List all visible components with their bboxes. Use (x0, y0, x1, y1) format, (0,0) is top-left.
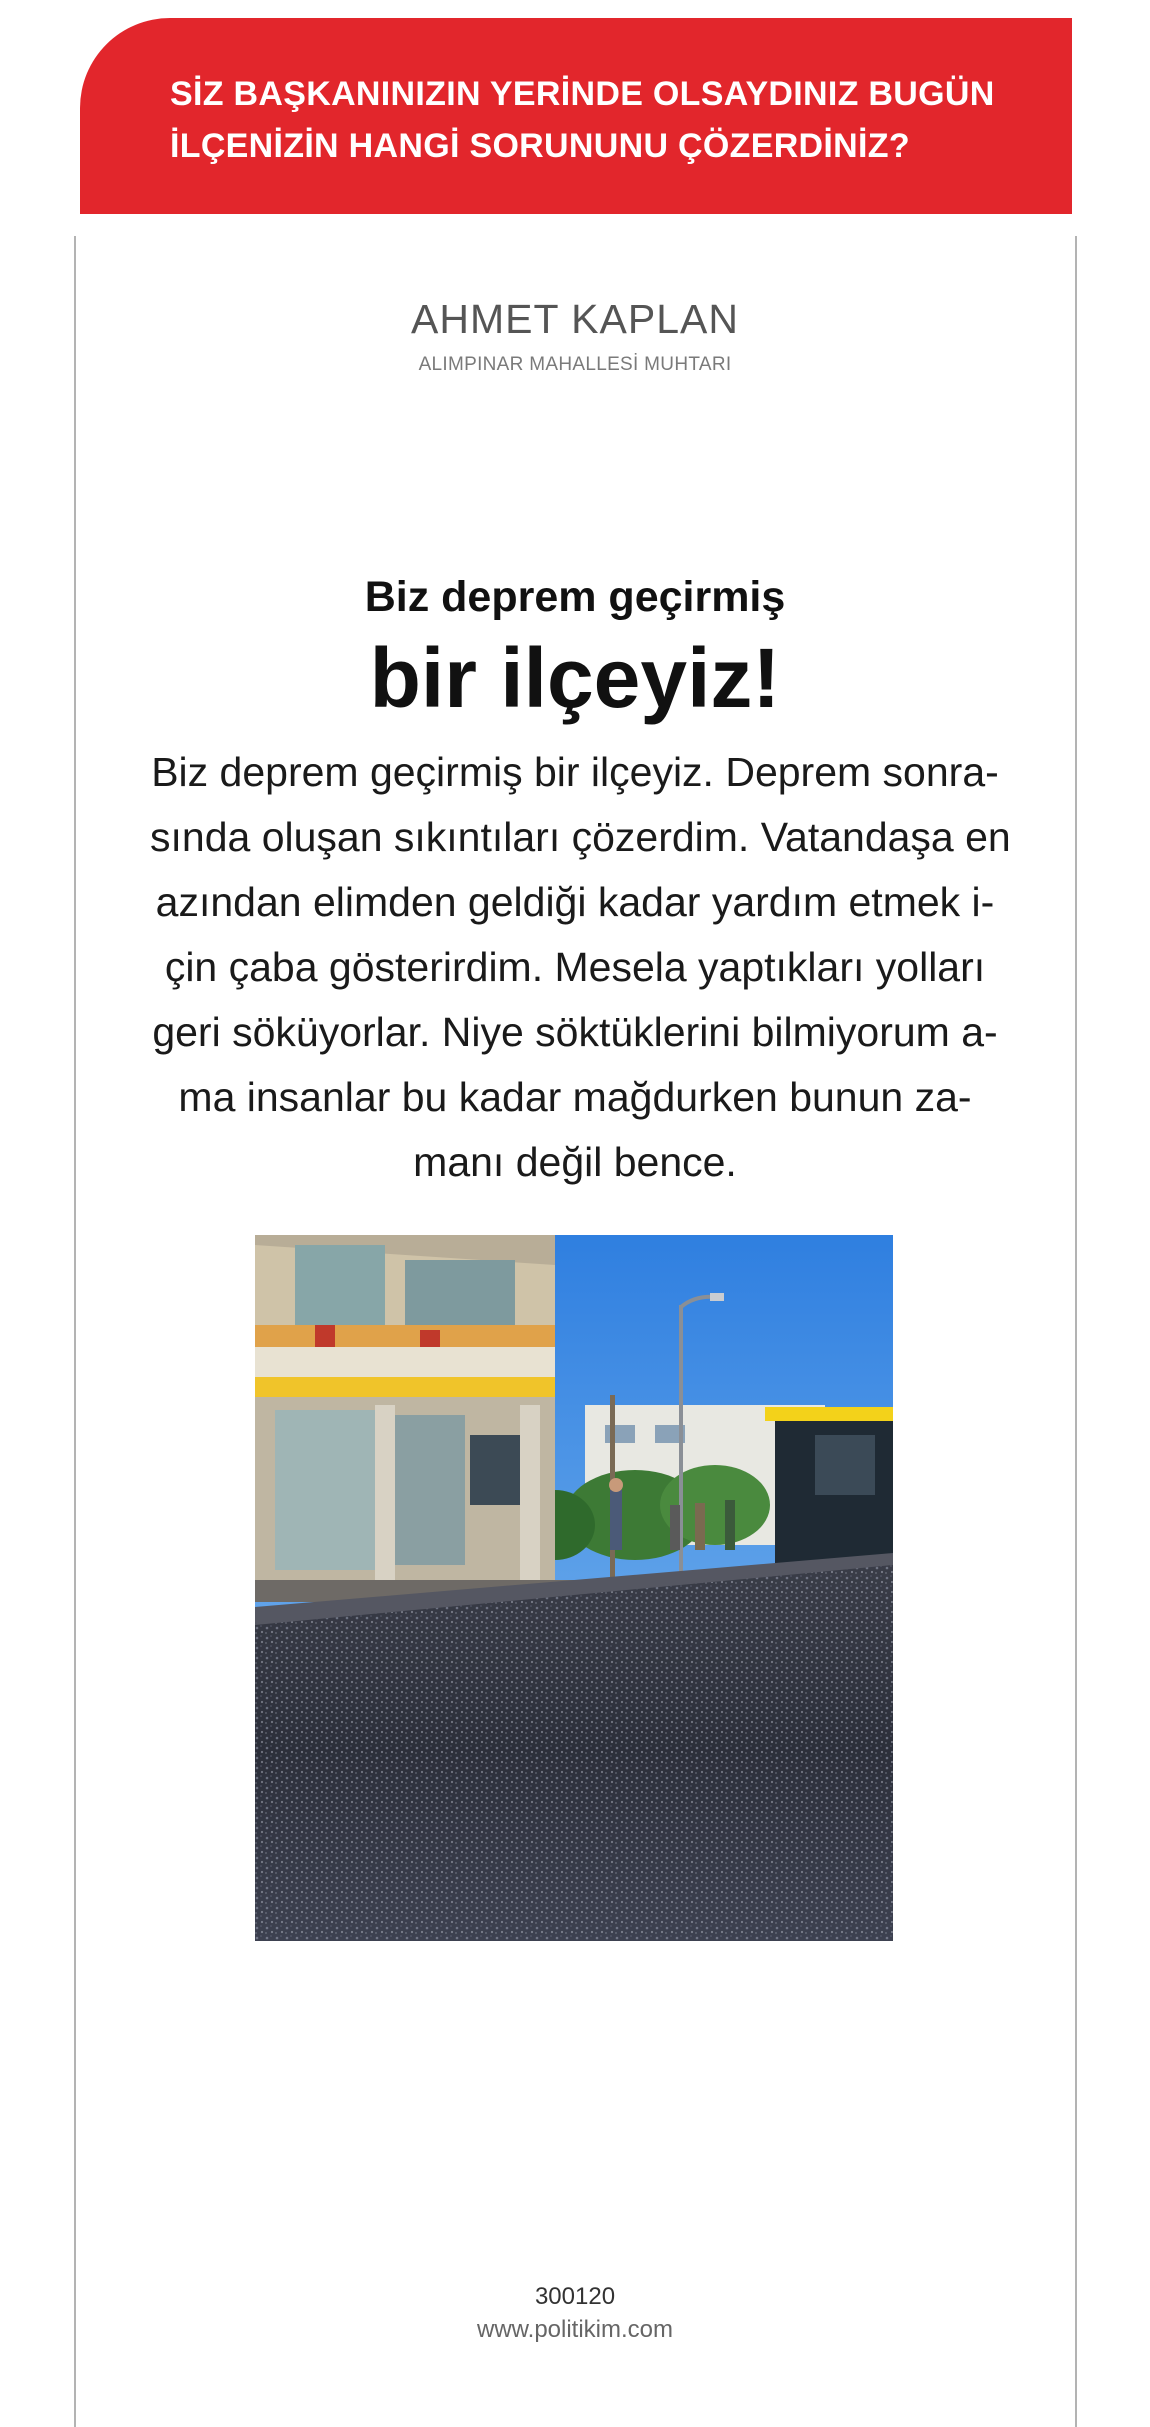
body-paragraph (150, 740, 1011, 1195)
frame-right-border (1075, 236, 1077, 2427)
body-line: sında oluşan sıkıntıları çözerdim. Vatandaşa en (150, 814, 1011, 860)
author-role: ALIMPINAR MAHALLESİ MUHTARI (418, 354, 732, 375)
body-line: azından elimden geldiği kadar yardım etmek i- (155, 879, 995, 925)
banner-line-1: SİZ BAŞKANINIZIN YERİNDE OLSAYDINIZ BUGÜN (170, 75, 995, 113)
banner-question (170, 68, 1032, 172)
banner-line-2: İLÇENİZİN HANGİ SORUNUNU ÇÖZERDİNİZ? (170, 127, 910, 165)
headline-line-1: Biz deprem geçirmiş (364, 573, 786, 621)
frame-left-border (74, 236, 76, 2427)
road-photo-illustration (255, 1235, 893, 1941)
body-line: çin çaba gösterirdim. Mesela yaptıkları yolları (164, 944, 986, 990)
author-name: AHMET KAPLAN (411, 296, 739, 342)
header-banner (80, 18, 1072, 214)
road-photo (255, 1235, 893, 1941)
footer-url: www.politikim.com (476, 2316, 674, 2343)
headline-line-2: bir ilçeyiz! (369, 631, 781, 725)
body-line: Biz deprem geçirmiş bir ilçeyiz. Deprem sonra- (151, 749, 999, 795)
footer-code: 300120 (534, 2283, 616, 2310)
body-line: geri söküyorlar. Niye söktüklerini bilmiyorum a- (152, 1009, 998, 1055)
body-line: manı değil bence. (413, 1139, 737, 1185)
body-line: ma insanlar bu kadar mağdurken bunun za- (178, 1074, 972, 1120)
